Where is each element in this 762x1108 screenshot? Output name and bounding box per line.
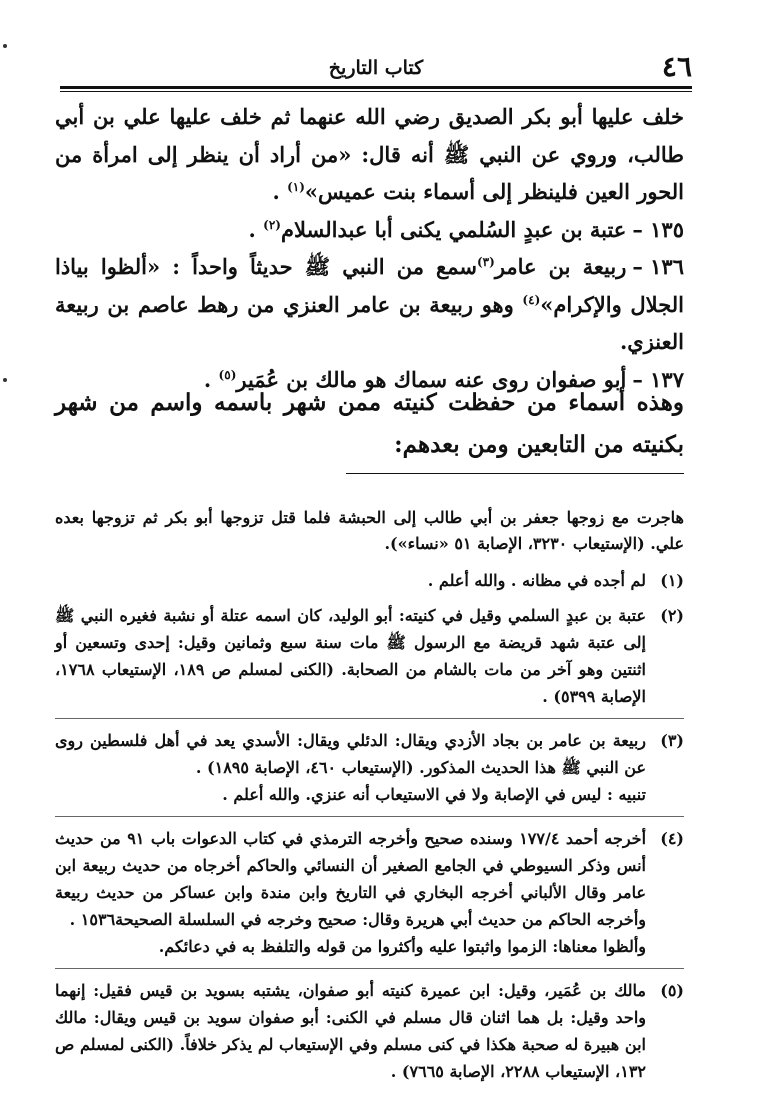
- scan-mark: [3, 44, 7, 48]
- footnote-number: (٢): [660, 606, 684, 625]
- entry-135: [55, 211, 684, 249]
- entry-text: أبو صفوان روى عنه سماك هو مالك بن عُمَير: [236, 366, 627, 392]
- footnote-separator: [346, 473, 684, 474]
- footnote-note: تنبيه : ليس في الإصابة ولا في الاستيعاب أنه عنزي. والله أعلم .: [222, 785, 646, 804]
- footnote-divider: [55, 968, 684, 969]
- footnote-ref: (١): [287, 180, 305, 194]
- scan-mark: [3, 378, 7, 382]
- footnote-text: ربيعة بن عامر بن بجاد الأزدي ويقال: الدئلي ويقال: الأسدي يعد في أهل فلسطين روى عن النبي ﷺ هذا الحديث المذكور. (الإستيعاب ٤٦٠، الإصابة ١٨٩٥) .: [55, 731, 646, 777]
- footnote-5: [55, 977, 684, 1085]
- header-rule: [60, 86, 692, 92]
- page-number: ٤٦: [661, 50, 692, 83]
- page-header: [60, 52, 692, 82]
- footnotes: [55, 505, 684, 1093]
- footnote-ref: (٥): [218, 367, 237, 382]
- paragraph-continuation: [55, 98, 684, 211]
- footnote-text: لم أجده في مظانه . والله أعلم .: [427, 571, 646, 590]
- punctuation: .: [272, 179, 288, 204]
- entry-text: ربيعة بن عامر: [494, 254, 627, 279]
- footnote-ref: (٢): [263, 217, 281, 232]
- footnote-ref: (٤): [522, 292, 541, 307]
- footnote-text: عتبة بن عبدٍ السلمي وقيل في كنيته: أبو الوليد، كان اسمه عتلة أو نشبة فغيره النبي ﷺ إلى عتبة شهد قريضة مع الرسول ﷺ مات سنة سبع وثمانين وقيل: إحدى وتسعين أو اثنتين وهو آخر من مات بالشام من الصحابة. (الكنى لمسلم ص ١٨٩، الإستيعاب ١٧٦٨، الإصابة ٥٣٩٩) .: [55, 606, 647, 706]
- footnote-2: [55, 602, 684, 710]
- footnote-number: (٥): [660, 981, 684, 1000]
- footnote-continuation: هاجرت مع زوجها جعفر بن أبي طالب إلى الحبشة فلما قتل تزوجها أبو بكر ثم تزوجها بعده علي. (الإستيعاب ٣٢٣٠، الإصابة ٥١ «نساء»).: [55, 508, 684, 553]
- section-heading: [55, 382, 684, 466]
- footnote-text: أخرجه أحمد ١٧٧/٤ وسنده صحيح وأخرجه الترمذي في كتاب الدعوات باب ٩١ من حديث أنس وذكر السيوطي في الجامع الصغير أن النسائي والحاكم أخرجاه من حديث ربيعة ابن عامر وقال الألباني أخرجه البخاري في التاريخ وابن مندة وابن عساكر من حديث ربيعة وأخرجه الحاكم من حديث أبي هريرة وقال: صحيح وخرجه في السلسلة الصحيحة١٥٣٦ .: [55, 829, 647, 929]
- running-title: كتاب التاريخ: [328, 57, 424, 79]
- section-title: وهذه أسماء من حفظت كنيته ممن شهر باسمه واسم من شهر بكنيته من التابعين ومن بعدهم:: [55, 389, 684, 458]
- footnote-1: [55, 567, 684, 594]
- entry-number: ١٣٦ –: [632, 254, 684, 279]
- footnote-note: وألظوا معناها: الزموا واثبتوا عليه وأكثروا من قوله والتلفظ به في دعائكم.: [158, 937, 646, 956]
- entry-number: ١٣٥ –: [632, 216, 684, 242]
- footnote-3: [55, 727, 684, 808]
- footnote-4: [55, 825, 684, 960]
- main-text: [55, 98, 684, 398]
- footnote-number: (١): [660, 571, 684, 590]
- entry-text: وهو ربيعة بن عامر العنزي من رهط عاصم بن ربيعة العنزي.: [55, 291, 684, 354]
- entry-text: سمع من النبي ﷺ حديثاً واحداً : «ألظوا بياذا الجلال والإكرام»: [55, 254, 684, 317]
- entry-136: [55, 248, 684, 361]
- footnote-ref: (٣): [476, 255, 495, 269]
- footnote-divider: [55, 816, 684, 817]
- punctuation: .: [203, 366, 219, 392]
- footnote-number: (٤): [660, 829, 684, 848]
- footnote-text: مالك بن عُمَير، وقيل: ابن عميرة كنيته أبو صفوان، يشتبه بسويد بن قيس فقيل: إنهما واحد وقيل: بل هما اثنان قال مسلم في الكنى: أبو صفوان سويد بن قيس ويقال: مالك ابن هبيرة له صحبة هكذا في كنى مسلم وفي الإستيعاب لم يذكر خلافاً. (الكنى لمسلم ص ١٣٢، الإستيعاب ٢٢٨٨، الإصابة ٧٦٦٥) .: [55, 981, 646, 1081]
- footnote-divider: [55, 718, 684, 719]
- entry-text: عتبة بن عبدٍ السُلمي يكنى أبا عبدالسلام: [280, 216, 627, 242]
- entry-number: ١٣٧ –: [632, 366, 684, 392]
- footnote-number: (٣): [660, 731, 684, 750]
- paragraph-text: خلف عليها أبو بكر الصديق رضي الله عنهما ثم خلف عليها علي بن أبي طالب، وروي عن النبي ﷺ أنه قال: «من أراد أن ينظر إلى امرأة من الحور العين فلينظر إلى أسماء بنت عميس»: [55, 104, 684, 204]
- punctuation: .: [248, 216, 264, 242]
